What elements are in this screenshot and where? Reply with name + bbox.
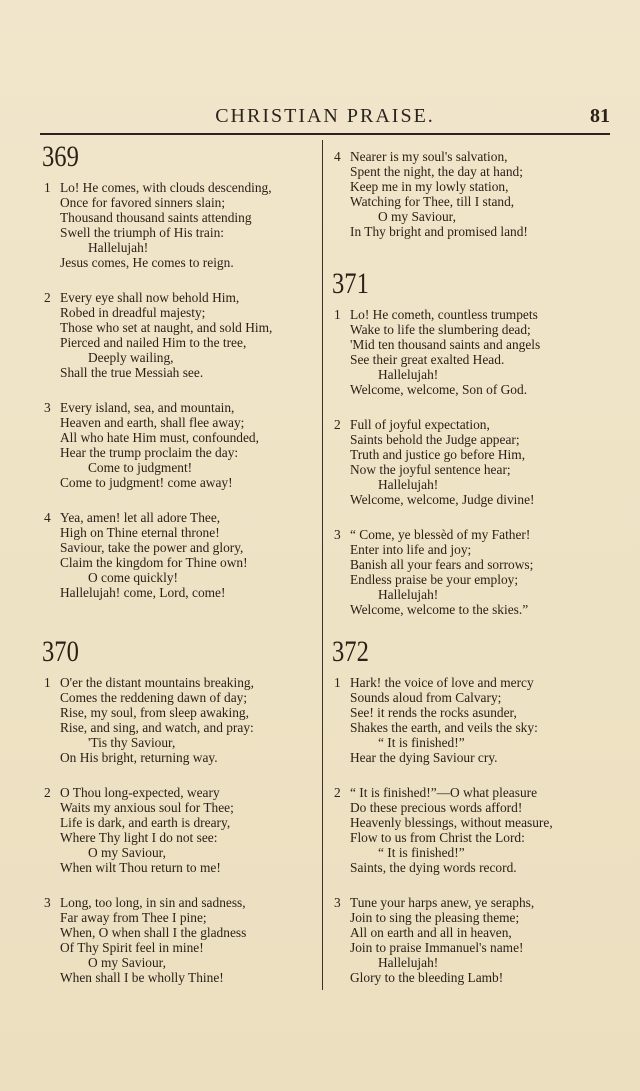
verse xyxy=(40,785,325,875)
verse xyxy=(330,785,615,875)
verse-line: Full of joyful expectation, xyxy=(350,417,490,432)
hymn-number: 372 xyxy=(332,635,369,668)
refrain-line: O come quickly! xyxy=(88,570,178,585)
verse-line: Saviour, take the power and glory, xyxy=(60,540,244,555)
verse-number: 1 xyxy=(334,675,341,690)
verse-line: Welcome, welcome, Judge divine! xyxy=(350,492,535,507)
verse xyxy=(40,400,325,490)
verse-number: 2 xyxy=(44,785,51,800)
hymn-369-continued xyxy=(330,149,615,259)
verse xyxy=(330,675,615,765)
verse-line: Hear the trump proclaim the day: xyxy=(60,445,239,460)
verse-line: See their great exalted Head. xyxy=(350,352,505,367)
verse-line: Heavenly blessings, without measure, xyxy=(350,815,553,830)
verse-line: Spent the night, the day at hand; xyxy=(350,164,523,179)
verse-line: Now the joyful sentence hear; xyxy=(350,462,511,477)
refrain-line: “ It is finished!” xyxy=(378,735,465,750)
verse-line: Keep me in my lowly station, xyxy=(350,179,509,194)
verse xyxy=(40,895,325,985)
verse-line: Sounds aloud from Calvary; xyxy=(350,690,502,705)
verse-line: Pierced and nailed Him to the tree, xyxy=(60,335,247,350)
verse-line: Rise, and sing, and watch, and pray: xyxy=(60,720,254,735)
verse-line: Hark! the voice of love and mercy xyxy=(350,675,534,690)
refrain-line: O my Saviour, xyxy=(378,209,456,224)
verse-line: Welcome, welcome to the skies.” xyxy=(350,602,529,617)
page-header xyxy=(40,103,610,133)
verse-line: Robed in dreadful majesty; xyxy=(60,305,206,320)
verse-number: 2 xyxy=(334,417,341,432)
verse-line: When wilt Thou return to me! xyxy=(60,860,221,875)
verse-line: Welcome, welcome, Son of God. xyxy=(350,382,528,397)
verse-number: 4 xyxy=(334,149,341,164)
verse-line: In Thy bright and promised land! xyxy=(350,224,528,239)
verse xyxy=(40,180,325,270)
verse-line: “ It is finished!”—O what pleasure xyxy=(350,785,538,800)
refrain-line: Hallelujah! xyxy=(378,587,439,602)
refrain-line: Deeply wailing, xyxy=(88,350,174,365)
verse-line: All on earth and all in heaven, xyxy=(350,925,512,940)
refrain-line: O my Saviour, xyxy=(88,955,166,970)
verse-line: Life is dark, and earth is dreary, xyxy=(60,815,231,830)
running-title: CHRISTIAN PRAISE. xyxy=(215,105,435,127)
verse-line: Comes the reddening dawn of day; xyxy=(60,690,248,705)
verse-line: Claim the kingdom for Thine own! xyxy=(60,555,248,570)
verse-line: All who hate Him must, confounded, xyxy=(60,430,259,445)
refrain-line: “ It is finished!” xyxy=(378,845,465,860)
verse-number: 3 xyxy=(44,400,51,415)
header-rule xyxy=(40,133,610,135)
verse-line: Jesus comes, He comes to reign. xyxy=(60,255,234,270)
hymn-number: 369 xyxy=(42,140,79,173)
verse-line: Do these precious words afford! xyxy=(350,800,523,815)
verse-line: Thousand thousand saints attending xyxy=(60,210,252,225)
verse-line: Swell the triumph of His train: xyxy=(60,225,225,240)
verse-number: 2 xyxy=(44,290,51,305)
verse-line: “ Come, ye blessèd of my Father! xyxy=(350,527,531,542)
verse-line: Saints behold the Judge appear; xyxy=(350,432,520,447)
verse xyxy=(40,290,325,380)
verse-number: 1 xyxy=(44,675,51,690)
verse-number: 3 xyxy=(334,895,341,910)
verse-line: Wake to life the slumbering dead; xyxy=(350,322,531,337)
verse-number: 2 xyxy=(334,785,341,800)
verse xyxy=(330,149,615,239)
verse-line: 'Mid ten thousand saints and angels xyxy=(350,337,541,352)
verse-line: Nearer is my soul's salvation, xyxy=(350,149,508,164)
verse-line: Shakes the earth, and veils the sky: xyxy=(350,720,538,735)
verse-line: Banish all your fears and sorrows; xyxy=(350,557,534,572)
verse-line: Yea, amen! let all adore Thee, xyxy=(60,510,221,525)
verse-line: Watching for Thee, till I stand, xyxy=(350,194,515,209)
verse-line: Far away from Thee I pine; xyxy=(60,910,207,925)
verse xyxy=(330,307,615,397)
verse-line: Glory to the bleeding Lamb! xyxy=(350,970,504,985)
verse-line: Where Thy light I do not see: xyxy=(60,830,218,845)
refrain-line: 'Tis thy Saviour, xyxy=(88,735,176,750)
verse-line: Endless praise be your employ; xyxy=(350,572,519,587)
verse-number: 3 xyxy=(44,895,51,910)
verse-line: Enter into life and joy; xyxy=(350,542,472,557)
verse-line: Join to praise Immanuel's name! xyxy=(350,940,524,955)
verse-line: Flow to us from Christ the Lord: xyxy=(350,830,525,845)
refrain-line: O my Saviour, xyxy=(88,845,166,860)
verse-line: Heaven and earth, shall flee away; xyxy=(60,415,245,430)
verse-line: Once for favored sinners slain; xyxy=(60,195,226,210)
hymn-369 xyxy=(40,140,325,620)
verse xyxy=(330,895,615,985)
verse-line: Every eye shall now behold Him, xyxy=(60,290,240,305)
verse-number: 1 xyxy=(334,307,341,322)
hymn-370 xyxy=(40,635,325,1005)
verse-line: Waits my anxious soul for Thee; xyxy=(60,800,234,815)
verse-line: Rise, my soul, from sleep awaking, xyxy=(60,705,249,720)
verse-line: Every island, sea, and mountain, xyxy=(60,400,235,415)
verse xyxy=(330,417,615,507)
hymn-371 xyxy=(330,267,615,637)
hymn-number: 371 xyxy=(332,267,369,300)
verse-line: Those who set at naught, and sold Him, xyxy=(60,320,273,335)
verse-line: When, O when shall I the gladness xyxy=(60,925,247,940)
hymn-number: 370 xyxy=(42,635,79,668)
verse-line: Truth and justice go before Him, xyxy=(350,447,526,462)
verse-line: Join to sing the pleasing theme; xyxy=(350,910,520,925)
verse-line: Tune your harps anew, ye seraphs, xyxy=(350,895,535,910)
verse xyxy=(330,527,615,617)
verse-line: Saints, the dying words record. xyxy=(350,860,517,875)
verse-line: See! it rends the rocks asunder, xyxy=(350,705,517,720)
verse xyxy=(40,675,325,765)
verse-line: O'er the distant mountains breaking, xyxy=(60,675,254,690)
verse-line: Of Thy Spirit feel in mine! xyxy=(60,940,204,955)
verse-number: 3 xyxy=(334,527,341,542)
verse-line: Come to judgment! come away! xyxy=(60,475,233,490)
hymn-372 xyxy=(330,635,615,1005)
verse-line: O Thou long-expected, weary xyxy=(60,785,220,800)
refrain-line: Hallelujah! xyxy=(378,477,439,492)
verse-line: On His bright, returning way. xyxy=(60,750,218,765)
refrain-line: Hallelujah! xyxy=(378,955,439,970)
page-number: 81 xyxy=(590,105,610,127)
verse-line: When shall I be wholly Thine! xyxy=(60,970,224,985)
verse-line: Long, too long, in sin and sadness, xyxy=(60,895,246,910)
refrain-line: Hallelujah! xyxy=(88,240,149,255)
verse xyxy=(40,510,325,600)
verse-line: Shall the true Messiah see. xyxy=(60,365,204,380)
verse-line: Lo! He comes, with clouds descending, xyxy=(60,180,272,195)
verse-line: Lo! He cometh, countless trumpets xyxy=(350,307,538,322)
verse-number: 1 xyxy=(44,180,51,195)
verse-number: 4 xyxy=(44,510,51,525)
refrain-line: Hallelujah! xyxy=(378,367,439,382)
verse-line: Hallelujah! come, Lord, come! xyxy=(60,585,226,600)
verse-line: Hear the dying Saviour cry. xyxy=(350,750,498,765)
refrain-line: Come to judgment! xyxy=(88,460,193,475)
verse-line: High on Thine eternal throne! xyxy=(60,525,220,540)
